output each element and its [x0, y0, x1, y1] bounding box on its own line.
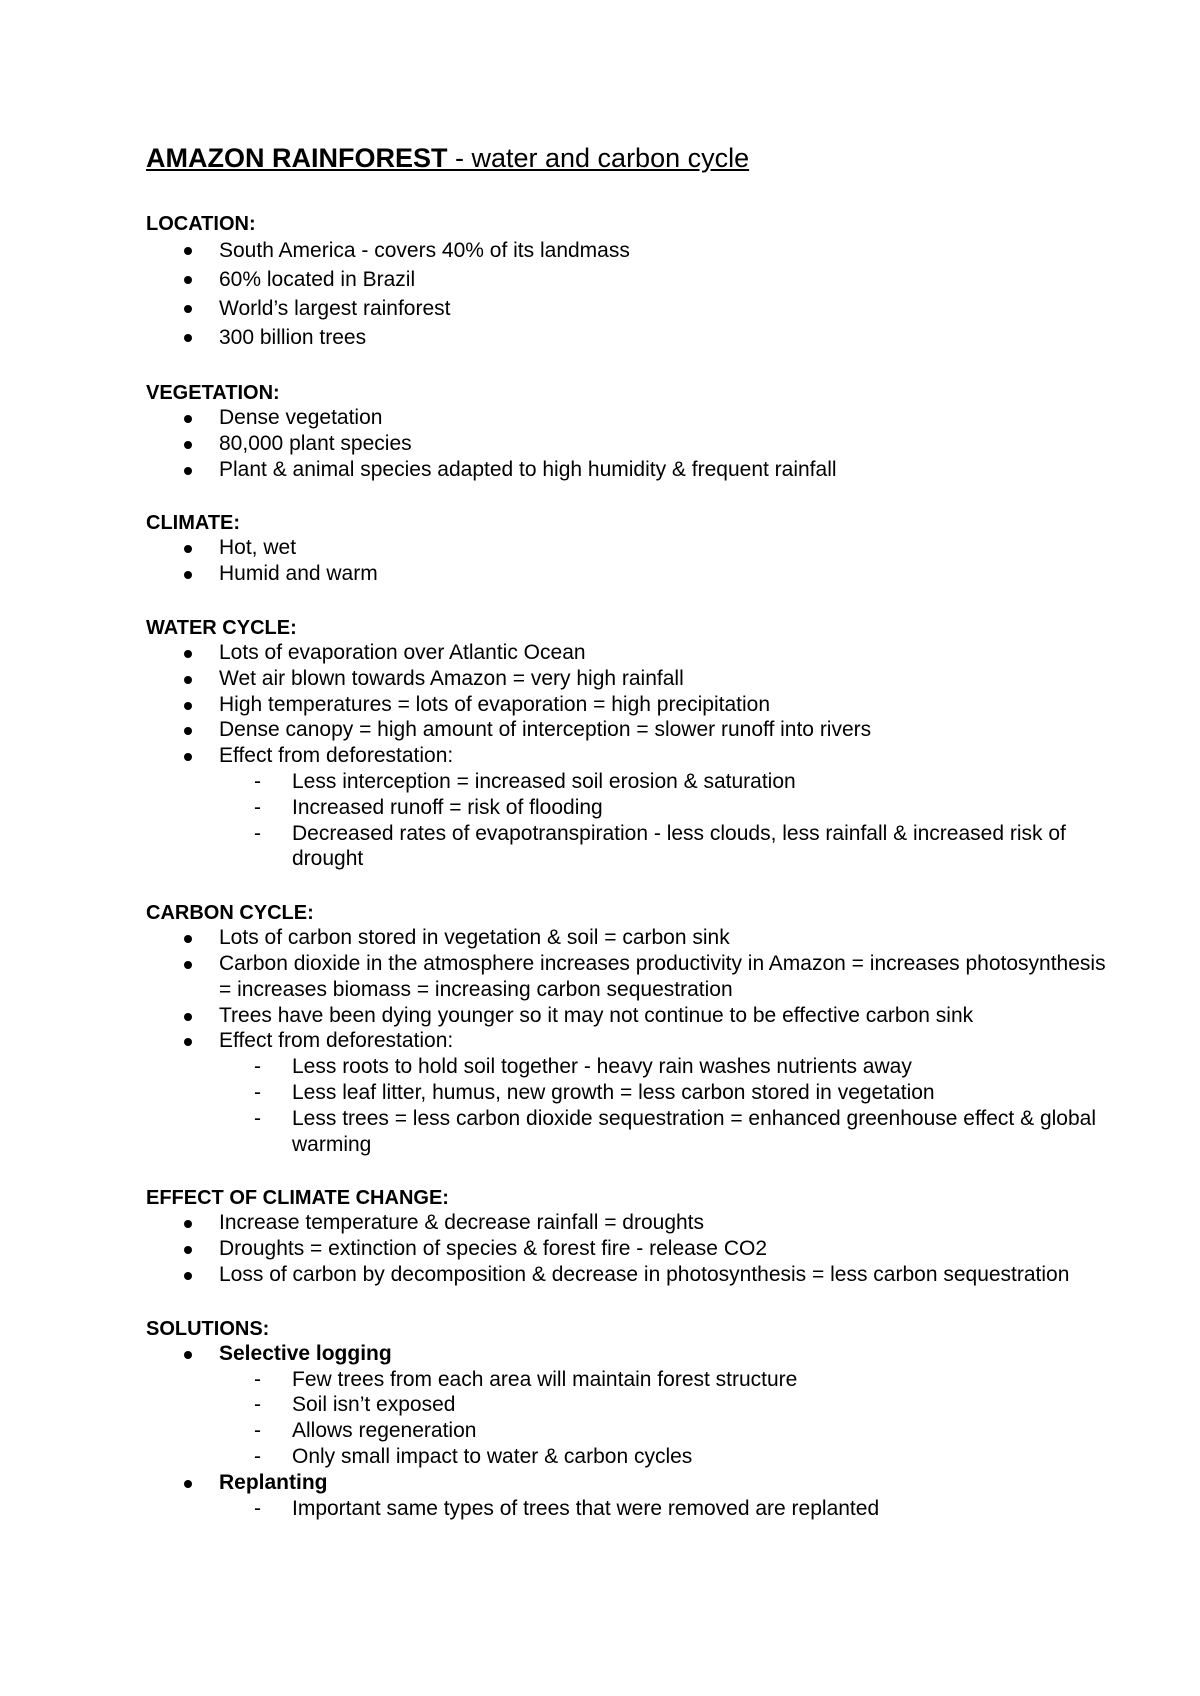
- sub-list-item-text: Important same types of trees that were removed are replanted: [292, 1496, 880, 1520]
- sub-list-item-text: Less interception = increased soil erosion & saturation: [292, 769, 796, 793]
- location-list: [146, 236, 1106, 352]
- list-item-text: Increase temperature & decrease rainfall = droughts: [219, 1211, 705, 1235]
- list-item-text: 80,000 plant species: [219, 431, 412, 455]
- section-heading-water-cycle: WATER CYCLE:: [146, 616, 297, 639]
- climate-list: [146, 535, 1106, 587]
- bullet-icon: [184, 1220, 192, 1228]
- section-water-cycle: [146, 614, 1106, 872]
- list-item-text: Carbon dioxide in the atmosphere increases productivity in Amazon = increases photosynthesis = increases biomass = increasing carbon sequestration: [219, 951, 1106, 1001]
- section-heading-solutions: SOLUTIONS:: [146, 1317, 270, 1340]
- bullet-icon: [184, 727, 192, 735]
- list-item: [146, 405, 1106, 431]
- bullet-icon: [184, 1272, 192, 1280]
- bullet-icon: [184, 571, 192, 579]
- section-climate: [146, 509, 1106, 587]
- list-item-text: Dense canopy = high amount of interception = slower runoff into rivers: [219, 718, 872, 742]
- sub-list-item-text: Increased runoff = risk of flooding: [292, 795, 603, 819]
- dash-icon: -: [254, 1106, 261, 1130]
- bullet-icon: [184, 1351, 192, 1359]
- sub-list-item-text: Allows regeneration: [292, 1419, 477, 1443]
- bullet-icon: [184, 441, 192, 449]
- list-item-text: Lots of evaporation over Atlantic Ocean: [219, 640, 586, 664]
- list-item-text: Droughts = extinction of species & forest fire - release CO2: [219, 1237, 767, 1261]
- solutions-list: [146, 1341, 1106, 1522]
- sub-list-item: [219, 1106, 1106, 1158]
- dash-icon: -: [254, 1080, 261, 1104]
- list-item-text: 60% located in Brazil: [219, 268, 416, 291]
- dash-icon: -: [254, 1419, 261, 1443]
- sub-list-item: [219, 1367, 1106, 1393]
- bullet-icon: [184, 1013, 192, 1021]
- sub-list-item-text: Few trees from each area will maintain forest structure: [292, 1367, 798, 1391]
- list-item-text: Wet air blown towards Amazon = very high rainfall: [219, 666, 684, 690]
- section-heading-location: LOCATION:: [146, 213, 256, 235]
- list-item: [146, 925, 1106, 951]
- list-item-text: Trees have been dying younger so it may not continue to be effective carbon sink: [219, 1003, 974, 1027]
- list-item: [146, 457, 1106, 483]
- list-item-text: Dense vegetation: [219, 406, 383, 429]
- list-item: [146, 1210, 1106, 1236]
- bullet-icon: [184, 1480, 192, 1488]
- bullet-icon: [184, 276, 192, 284]
- list-item-text: World’s largest rainforest: [219, 297, 451, 320]
- solution-label-selective-logging: Selective logging: [219, 1341, 392, 1365]
- dash-icon: -: [254, 1055, 261, 1079]
- bullet-icon: [184, 305, 192, 313]
- bullet-icon: [184, 334, 192, 342]
- list-item: [146, 431, 1106, 457]
- dash-icon: -: [254, 769, 261, 793]
- list-item: [146, 666, 1106, 692]
- list-item-text: Effect from deforestation:: [219, 1029, 454, 1053]
- list-item: [146, 294, 1106, 323]
- list-item: [146, 323, 1106, 352]
- list-item: [146, 717, 1106, 743]
- section-solutions: [146, 1315, 1106, 1522]
- bullet-icon: [184, 467, 192, 475]
- selective-logging-list: [219, 1367, 1106, 1470]
- section-climate-change: [146, 1184, 1106, 1287]
- list-item-text: Effect from deforestation:: [219, 744, 454, 768]
- bullet-icon: [184, 753, 192, 761]
- list-item-text: Plant & animal species adapted to high humidity & frequent rainfall: [219, 457, 837, 481]
- solution-label-replanting: Replanting: [219, 1470, 328, 1494]
- list-item-text: South America - covers 40% of its landmass: [219, 239, 630, 262]
- list-item-text: High temperatures = lots of evaporation = high precipitation: [219, 692, 770, 716]
- sub-list-item: [219, 1392, 1106, 1418]
- list-item-text: Hot, wet: [219, 536, 297, 560]
- bullet-icon: [184, 702, 192, 710]
- bullet-icon: [184, 247, 192, 255]
- list-item-text: Lots of carbon stored in vegetation & soil = carbon sink: [219, 926, 730, 950]
- section-carbon-cycle: [146, 899, 1106, 1157]
- list-item-text: 300 billion trees: [219, 326, 367, 349]
- section-vegetation: [146, 379, 1106, 482]
- sub-list-item: [219, 1444, 1106, 1470]
- list-item: [146, 1028, 1106, 1157]
- sub-list-item-text: Less roots to hold soil together - heavy rain washes nutrients away: [292, 1055, 912, 1079]
- list-item: [146, 743, 1106, 872]
- sub-list-item: [219, 1496, 1106, 1522]
- bullet-icon: [184, 676, 192, 684]
- sub-list-item: [219, 821, 1106, 873]
- water-cycle-list: [146, 640, 1106, 872]
- sub-list-item-text: Soil isn’t exposed: [292, 1393, 456, 1417]
- bullet-icon: [184, 935, 192, 943]
- section-heading-carbon-cycle: CARBON CYCLE:: [146, 902, 314, 925]
- list-item: [146, 640, 1106, 666]
- sub-list-item-text: Less trees = less carbon dioxide sequestration = enhanced greenhouse effect & global warming: [292, 1106, 1096, 1156]
- list-item: [146, 561, 1106, 587]
- list-item: [146, 265, 1106, 294]
- climate-change-list: [146, 1210, 1106, 1287]
- list-item: [146, 1236, 1106, 1262]
- sub-list-item-text: Less leaf litter, humus, new growth = less carbon stored in vegetation: [292, 1080, 935, 1104]
- list-item: [146, 1470, 1106, 1522]
- list-item: [146, 1341, 1106, 1470]
- dash-icon: -: [254, 795, 261, 819]
- document-title: [146, 140, 1106, 176]
- list-item: [146, 1262, 1106, 1288]
- dash-icon: -: [254, 1444, 261, 1468]
- dash-icon: -: [254, 1393, 261, 1417]
- dash-icon: -: [254, 1367, 261, 1391]
- carbon-cycle-list: [146, 925, 1106, 1157]
- section-heading-climate-change: EFFECT OF CLIMATE CHANGE:: [146, 1187, 449, 1210]
- bullet-icon: [184, 545, 192, 553]
- section-heading-vegetation: VEGETATION:: [146, 382, 280, 404]
- bullet-icon: [184, 1038, 192, 1046]
- document-page: [146, 140, 1106, 1548]
- sub-list-item: [219, 795, 1106, 821]
- sub-list-item: [219, 1054, 1106, 1080]
- list-item-text: Loss of carbon by decomposition & decrease in photosynthesis = less carbon sequestration: [219, 1262, 1070, 1286]
- sub-list-item: [219, 769, 1106, 795]
- title-bold: AMAZON RAINFOREST: [146, 143, 448, 173]
- bullet-icon: [184, 415, 192, 423]
- dash-icon: -: [254, 1496, 261, 1520]
- bullet-icon: [184, 1246, 192, 1254]
- section-location: [146, 210, 1106, 352]
- sub-list-item-text: Decreased rates of evapotranspiration - less clouds, less rainfall & increased risk of drought: [292, 821, 1066, 871]
- dash-icon: -: [254, 821, 261, 845]
- title-rest: - water and carbon cycle: [447, 143, 750, 173]
- section-heading-climate: CLIMATE:: [146, 512, 241, 535]
- bullet-icon: [184, 650, 192, 658]
- vegetation-list: [146, 405, 1106, 482]
- sub-list-item: [219, 1418, 1106, 1444]
- water-cycle-deforestation-list: [219, 769, 1106, 872]
- list-item-text: Humid and warm: [219, 562, 378, 586]
- list-item: [146, 236, 1106, 265]
- carbon-cycle-deforestation-list: [219, 1054, 1106, 1157]
- list-item: [146, 692, 1106, 718]
- list-item: [146, 535, 1106, 561]
- list-item: [146, 951, 1106, 1003]
- replanting-list: [219, 1496, 1106, 1522]
- sub-list-item-text: Only small impact to water & carbon cycles: [292, 1444, 693, 1468]
- bullet-icon: [184, 961, 192, 969]
- list-item: [146, 1003, 1106, 1029]
- sub-list-item: [219, 1080, 1106, 1106]
